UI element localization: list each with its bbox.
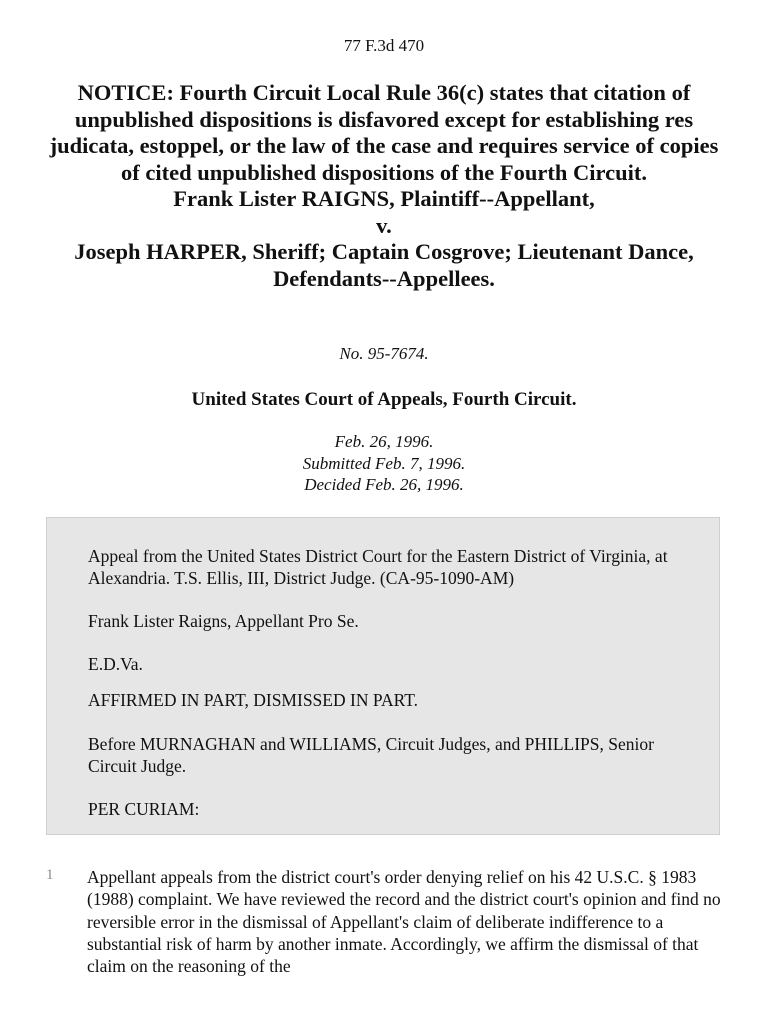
disposition: AFFIRMED IN PART, DISMISSED IN PART. <box>88 690 418 710</box>
submitted-date: Submitted Feb. 7, 1996. <box>302 453 466 473</box>
paragraph-text: Appellant appeals from the district court's order denying relief on his 42 U.S.C. § 1983 (1988) complaint. We have reviewed the record and the district court's opinion and find no reversible error in the dismissal of Appellant's claim of deliberate indifference to a substantial risk of harm by another inmate. Accordingly, we affirm the dismissal of that claim on the reasoning of the <box>87 867 721 977</box>
docket-number: No. 95-7674. <box>339 344 429 363</box>
case-citation: 77 F.3d 470 <box>343 36 425 55</box>
per-curiam-label: PER CURIAM: <box>88 799 200 819</box>
case-summary-box <box>46 517 720 835</box>
case-dates <box>0 431 768 496</box>
notice-text: NOTICE: Fourth Circuit Local Rule 36(c) states that citation of unpublished dispositions is disfavored except for establishing res judicata, estoppel, or the law of the case and requires service of copies of cited unpublished dispositions of the Fourth Circuit. <box>49 80 719 185</box>
panel-judges: Before MURNAGHAN and WILLIAMS, Circuit Judges, and PHILLIPS, Senior Circuit Judge. <box>88 734 654 776</box>
paragraph-number: 1 <box>46 867 54 883</box>
court-name: United States Court of Appeals, Fourth Circuit. <box>191 389 577 410</box>
decided-date: Decided Feb. 26, 1996. <box>304 475 464 494</box>
decision-date: Feb. 26, 1996. <box>334 432 434 451</box>
appellant-counsel: Frank Lister Raigns, Appellant Pro Se. <box>88 611 359 631</box>
versus-label: v. <box>376 212 392 238</box>
plaintiff-name: Frank Lister RAIGNS, Plaintiff--Appellant, <box>173 186 595 211</box>
district-abbrev: E.D.Va. <box>88 654 143 674</box>
case-title <box>40 80 728 292</box>
defendants-names: Joseph HARPER, Sheriff; Captain Cosgrove; Lieutenant Dance, Defendants--Appellees. <box>74 239 694 291</box>
appeal-from-text: Appeal from the United States District Court for the Eastern District of Virginia, at Alexandria. T.S. Ellis, III, District Judge. (CA-95-1090-AM) <box>88 546 668 588</box>
